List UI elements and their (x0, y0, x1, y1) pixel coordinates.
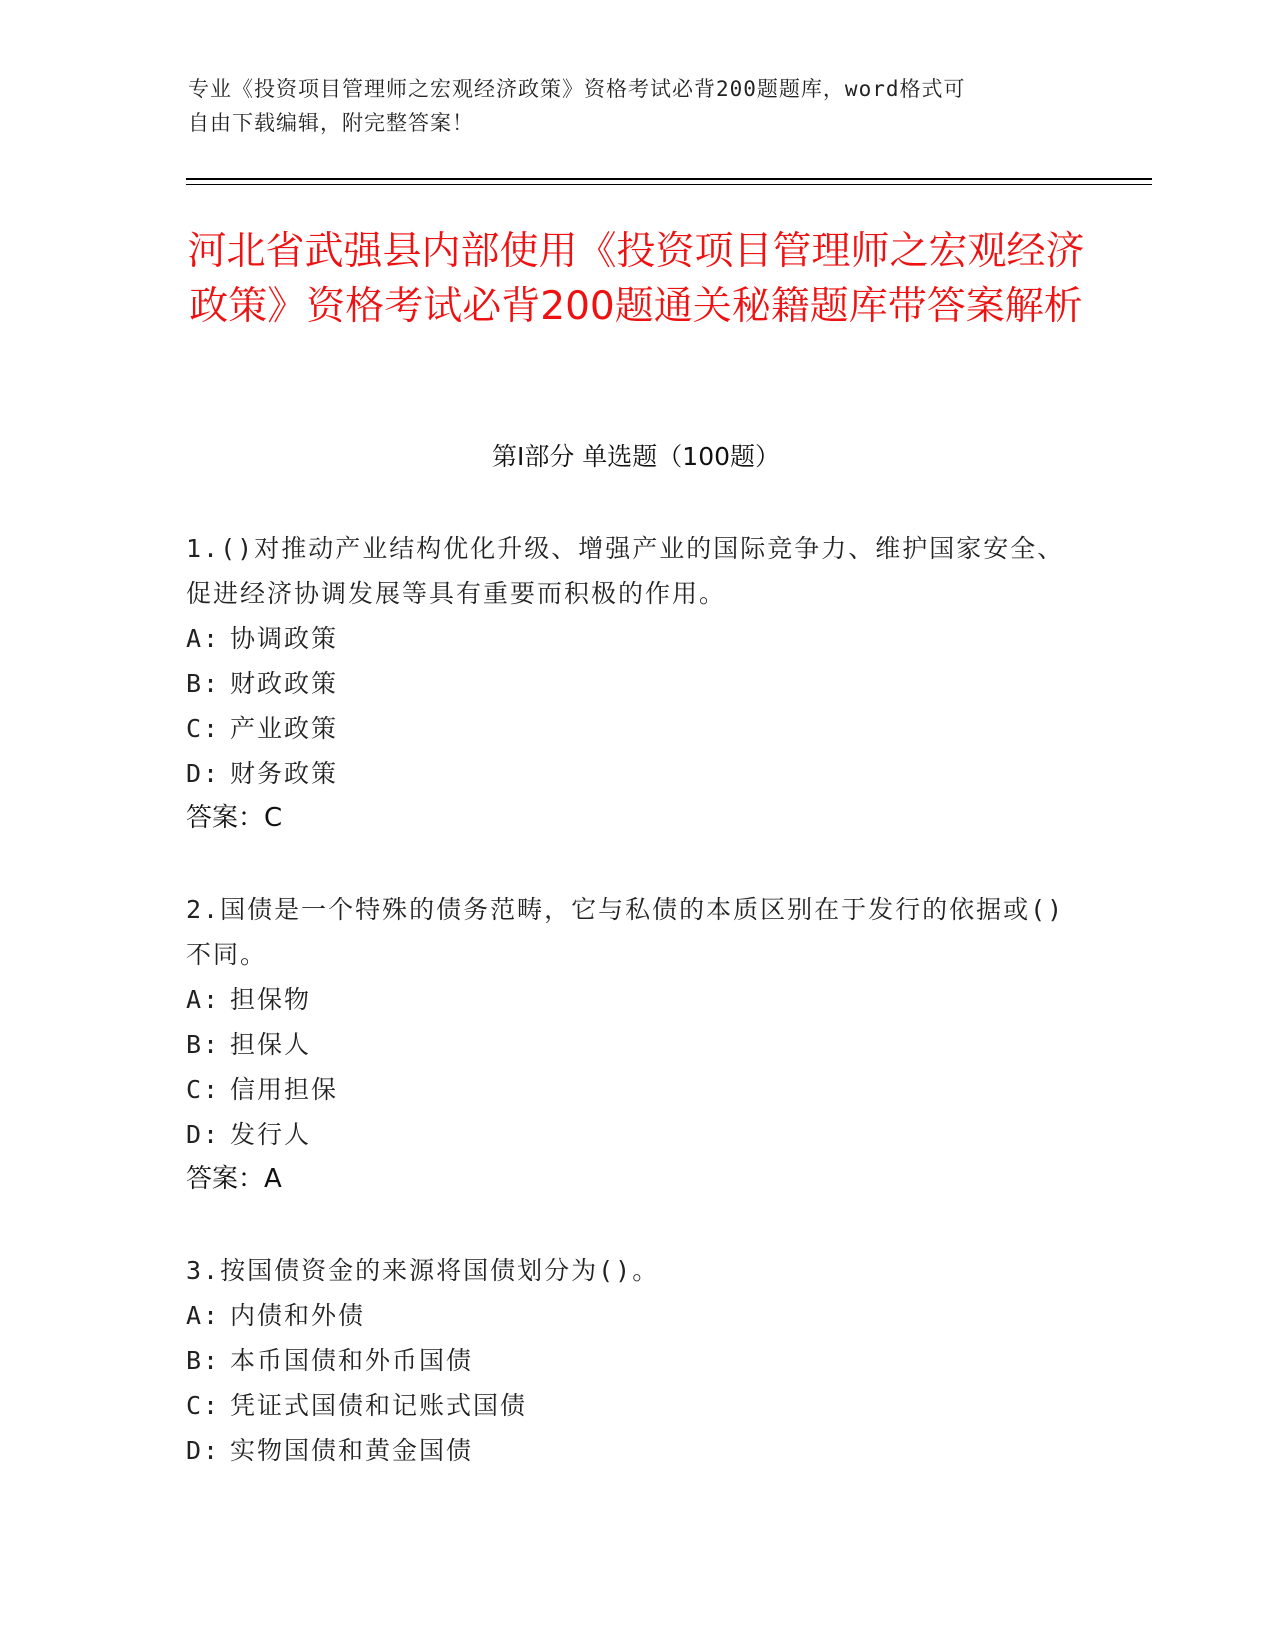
question-text: 3.按国债资金的来源将国债划分为()。 (186, 1256, 660, 1285)
option-c (186, 1383, 1066, 1428)
option-letter: A: (186, 1301, 221, 1330)
option-text: 担保人 (230, 1030, 312, 1059)
option-letter: D: (186, 759, 221, 788)
option-a (186, 1293, 1066, 1338)
option-a (186, 977, 1066, 1022)
option-d (186, 1428, 1066, 1473)
option-text: 凭证式国债和记账式国债 (230, 1391, 528, 1420)
option-letter: D: (186, 1436, 221, 1465)
option-text: 实物国债和黄金国债 (230, 1436, 474, 1465)
section-title: 第Ⅰ部分 单选题（100题） (491, 442, 781, 471)
option-text: 财政政策 (230, 669, 339, 698)
header-note: 专业《投资项目管理师之宏观经济政策》资格考试必背200题题库，word格式可 自由下载编辑，附完整答案！ (188, 77, 966, 135)
header-rule-thin (186, 184, 1152, 185)
option-text: 担保物 (230, 985, 312, 1014)
document-title: 河北省武强县内部使用《投资项目管理师之宏观经济政策》资格考试必背200题通关秘籍题库带答案解析 (187, 229, 1085, 329)
option-text: 协调政策 (230, 624, 339, 653)
option-letter: A: (186, 985, 221, 1014)
header-rule-thick (186, 178, 1152, 180)
question-text: 2.国债是一个特殊的债务范畴，它与私债的本质区别在于发行的依据或()不同。 (186, 895, 1065, 969)
question-item (186, 887, 1066, 1202)
option-c (186, 706, 1066, 751)
option-letter: C: (186, 714, 221, 743)
option-letter: B: (186, 1030, 221, 1059)
option-text: 本币国债和外币国债 (230, 1346, 474, 1375)
option-d (186, 1112, 1066, 1157)
option-b (186, 661, 1066, 706)
question-text: 1.()对推动产业结构优化升级、增强产业的国际竞争力、维护国家安全、促进经济协调发展等具有重要而积极的作用。 (186, 534, 1065, 608)
answer-text: 答案：A (186, 1164, 282, 1194)
option-text: 信用担保 (230, 1075, 339, 1104)
option-c (186, 1067, 1066, 1112)
question-item (186, 1248, 1066, 1473)
option-letter: D: (186, 1120, 221, 1149)
option-text: 财务政策 (230, 759, 339, 788)
option-letter: C: (186, 1391, 221, 1420)
question-list (186, 526, 1066, 1519)
option-letter: A: (186, 624, 221, 653)
option-b (186, 1022, 1066, 1067)
option-a (186, 616, 1066, 661)
option-b (186, 1338, 1066, 1383)
option-d (186, 751, 1066, 796)
question-item (186, 526, 1066, 841)
option-letter: C: (186, 1075, 221, 1104)
option-letter: B: (186, 1346, 221, 1375)
option-text: 内债和外债 (230, 1301, 366, 1330)
answer-text: 答案：C (186, 803, 283, 833)
option-text: 发行人 (230, 1120, 312, 1149)
option-letter: B: (186, 669, 221, 698)
option-text: 产业政策 (230, 714, 339, 743)
